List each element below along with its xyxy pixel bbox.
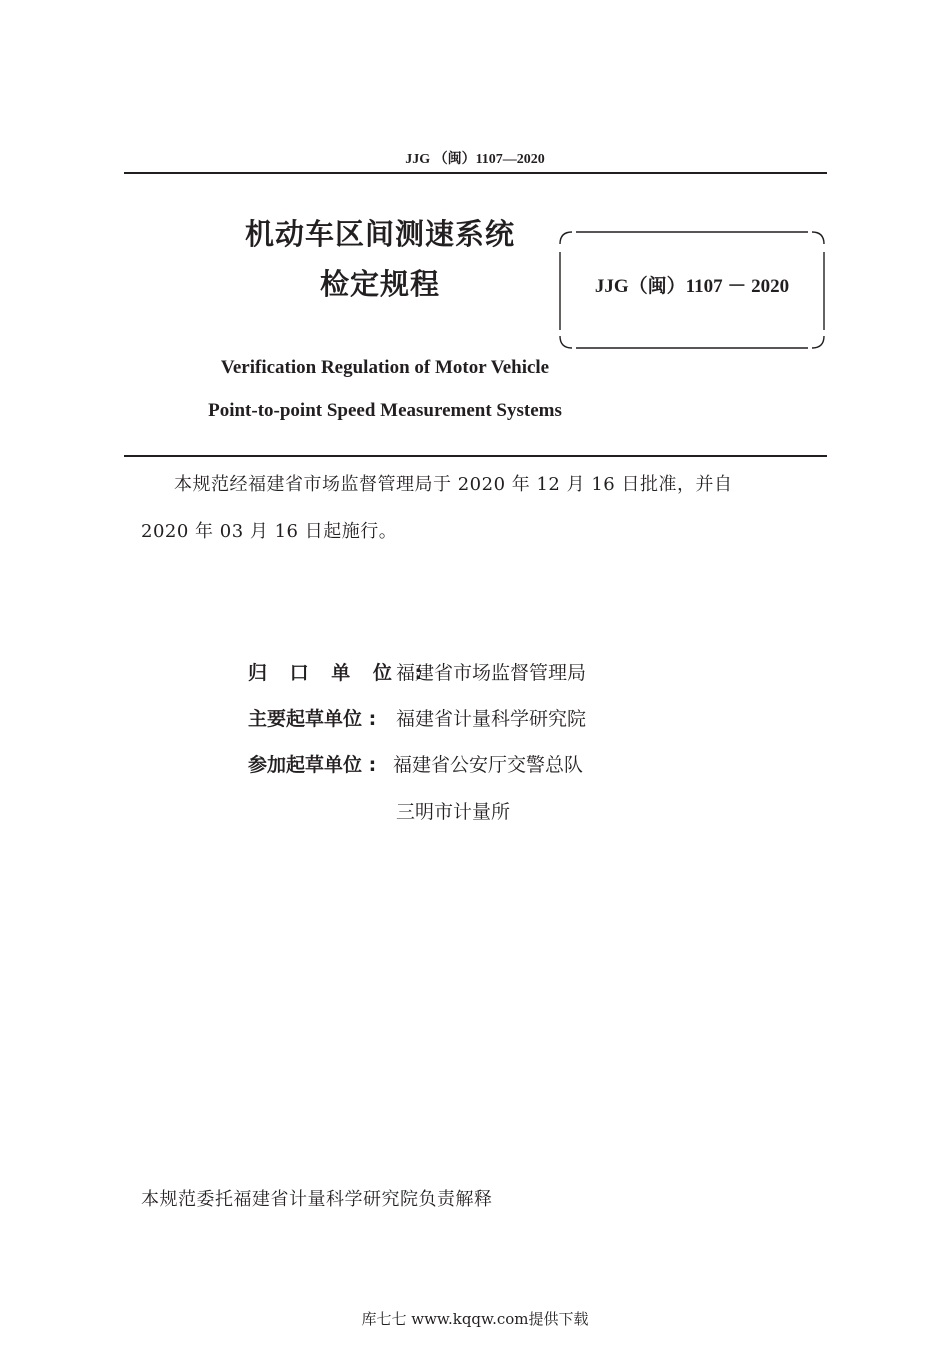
standard-code-box [558,230,826,350]
title-rule [124,455,827,457]
interpretation-note: 本规范委托福建省计量科学研究院负责解释 [141,1189,493,1210]
approval-line2: 2020 年 03 月 16 日起施行。 [141,521,398,542]
download-footer: 库七七 www.kqqw.com提供下载 [361,1310,589,1328]
code-box-text: JJG（闽）1107 － 2020 [594,276,790,297]
header-rule [124,172,827,174]
title-cn-line2: 检定规程 [319,267,440,301]
title-en-line1: Verification Regulation of Motor Vehicle [220,357,550,378]
header-standard-code: JJG （闽）1107—2020 [405,152,545,167]
unit-label-participating: 参加起草单位 : [248,754,377,776]
unit-value-responsible: 福建省市场监督管理局 [396,662,587,684]
unit-value-participating-2: 三明市计量所 [396,801,511,823]
approval-line1: 本规范经福建省市场监督管理局于 2020 年 12 月 16 日批准，并自 [174,474,733,495]
unit-value-participating-1: 福建省公安厅交警总队 [393,754,584,776]
unit-label-main-drafter: 主要起草单位 : [248,708,377,730]
title-en-line2: Point-to-point Speed Measurement Systems [208,400,562,421]
title-cn-line1: 机动车区间测速系统 [244,217,515,251]
unit-value-main-drafter: 福建省计量科学研究院 [396,708,587,730]
unit-label-responsible: 归 口 单 位 : [248,662,431,684]
